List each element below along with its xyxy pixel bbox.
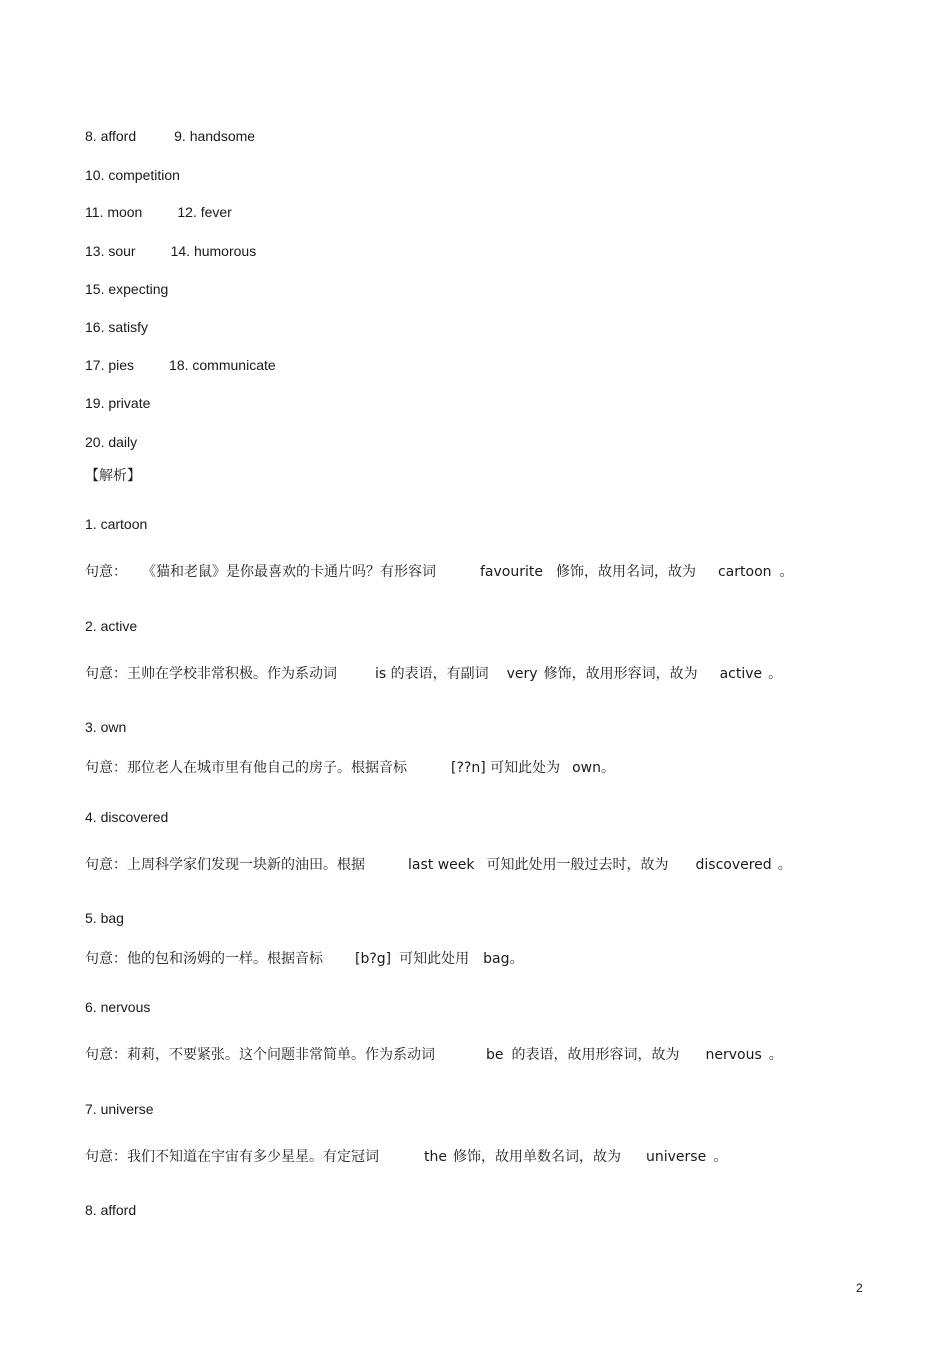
explanation-title: 1. cartoon <box>85 516 148 532</box>
text-span: discovered <box>695 857 772 873</box>
text-span: 句意： <box>85 564 127 580</box>
text-span: 可知此处用一般过去时，故为 <box>486 857 669 873</box>
answer-item: 17. pies <box>85 357 135 373</box>
text-span: active <box>719 666 763 682</box>
text-span: 。 <box>777 857 792 873</box>
text-span: 修饰，故用名词，故为 <box>555 564 696 580</box>
answer-item: 12. fever <box>177 204 232 220</box>
answer-item: 19. private <box>85 395 151 411</box>
text-span: 。 <box>779 564 794 580</box>
text-span: 句意：他的包和汤姆的一样。根据音标 <box>85 951 323 967</box>
answer-item: 15. expecting <box>85 281 169 297</box>
explanation-title: 3. own <box>85 719 127 735</box>
answer-item: 8. afford <box>85 128 137 144</box>
text-span: very <box>506 666 538 682</box>
text-span: 句意：上周科学家们发现一块新的油田。根据 <box>85 857 365 873</box>
answer-line <box>85 356 276 374</box>
explanation-title: 6. nervous <box>85 999 151 1015</box>
answer-line <box>85 280 168 298</box>
text-span: 可知此处用 <box>399 951 470 967</box>
answer-item: 13. sour <box>85 243 136 259</box>
answer-item: 10. competition <box>85 167 180 183</box>
text-span: 修饰，故用形容词，故为 <box>543 666 698 682</box>
answer-line <box>85 242 257 260</box>
explanation-text <box>85 1046 783 1064</box>
text-span: nervous <box>705 1047 762 1063</box>
text-span: 。 <box>768 1047 783 1063</box>
explanation-text <box>85 759 615 777</box>
text-span: 句意：王帅在学校非常积极。作为系动词 <box>85 666 337 682</box>
answer-line <box>85 127 256 145</box>
explanation-title: 4. discovered <box>85 809 169 825</box>
text-span: own。 <box>572 760 615 776</box>
text-span: universe <box>645 1149 707 1165</box>
answer-line <box>85 166 180 184</box>
answer-item: 11. moon <box>85 204 143 220</box>
explanation-text <box>85 1148 728 1166</box>
page-number: 2 <box>856 1281 863 1295</box>
text-span: bag。 <box>483 951 524 967</box>
explanation-text <box>85 950 524 968</box>
answer-item: 18. communicate <box>169 357 276 373</box>
explanation-text <box>85 856 792 874</box>
explanation-text <box>85 563 794 581</box>
answer-line <box>85 318 148 336</box>
answer-item: 9. handsome <box>174 128 256 144</box>
text-span: 。 <box>713 1149 728 1165</box>
explanation-title: 8. afford <box>85 1202 137 1218</box>
answer-line <box>85 203 232 221</box>
explanation-title: 5. bag <box>85 910 124 926</box>
text-span: is 的表语，有副词 <box>375 666 489 682</box>
text-span: last week <box>408 857 475 873</box>
text-span: [b?g] <box>355 951 392 967</box>
text-span: 《猫和老鼠》是你最喜欢的卡通片吗？有形容词 <box>149 564 436 580</box>
text-span: 句意：我们不知道在宇宙有多少星星。有定冠词 <box>85 1149 379 1165</box>
text-span: favourite <box>480 564 543 580</box>
answer-item: 16. satisfy <box>85 319 149 335</box>
text-span: 修饰，故用单数名词，故为 <box>452 1149 621 1165</box>
text-span: 句意：那位老人在城市里有他自己的房子。根据音标 <box>85 760 407 776</box>
text-span: 。 <box>768 666 783 682</box>
answer-line <box>85 433 137 451</box>
answer-line <box>85 394 150 412</box>
text-span: 的表语，故用形容词，故为 <box>511 1047 680 1063</box>
explanation-title: 2. active <box>85 618 138 634</box>
text-span: be <box>486 1047 504 1063</box>
explanation-text <box>85 665 783 683</box>
text-span: [??n] 可知此处为 <box>451 760 561 776</box>
analysis-heading: 【解析】 <box>85 468 141 484</box>
text-span: 句意：莉莉，不要紧张。这个问题非常简单。作为系动词 <box>85 1047 435 1063</box>
text-span: cartoon <box>717 564 772 580</box>
text-span: the <box>424 1149 447 1165</box>
explanation-title: 7. universe <box>85 1101 154 1117</box>
answer-item: 14. humorous <box>170 243 257 259</box>
answer-item: 20. daily <box>85 434 138 450</box>
